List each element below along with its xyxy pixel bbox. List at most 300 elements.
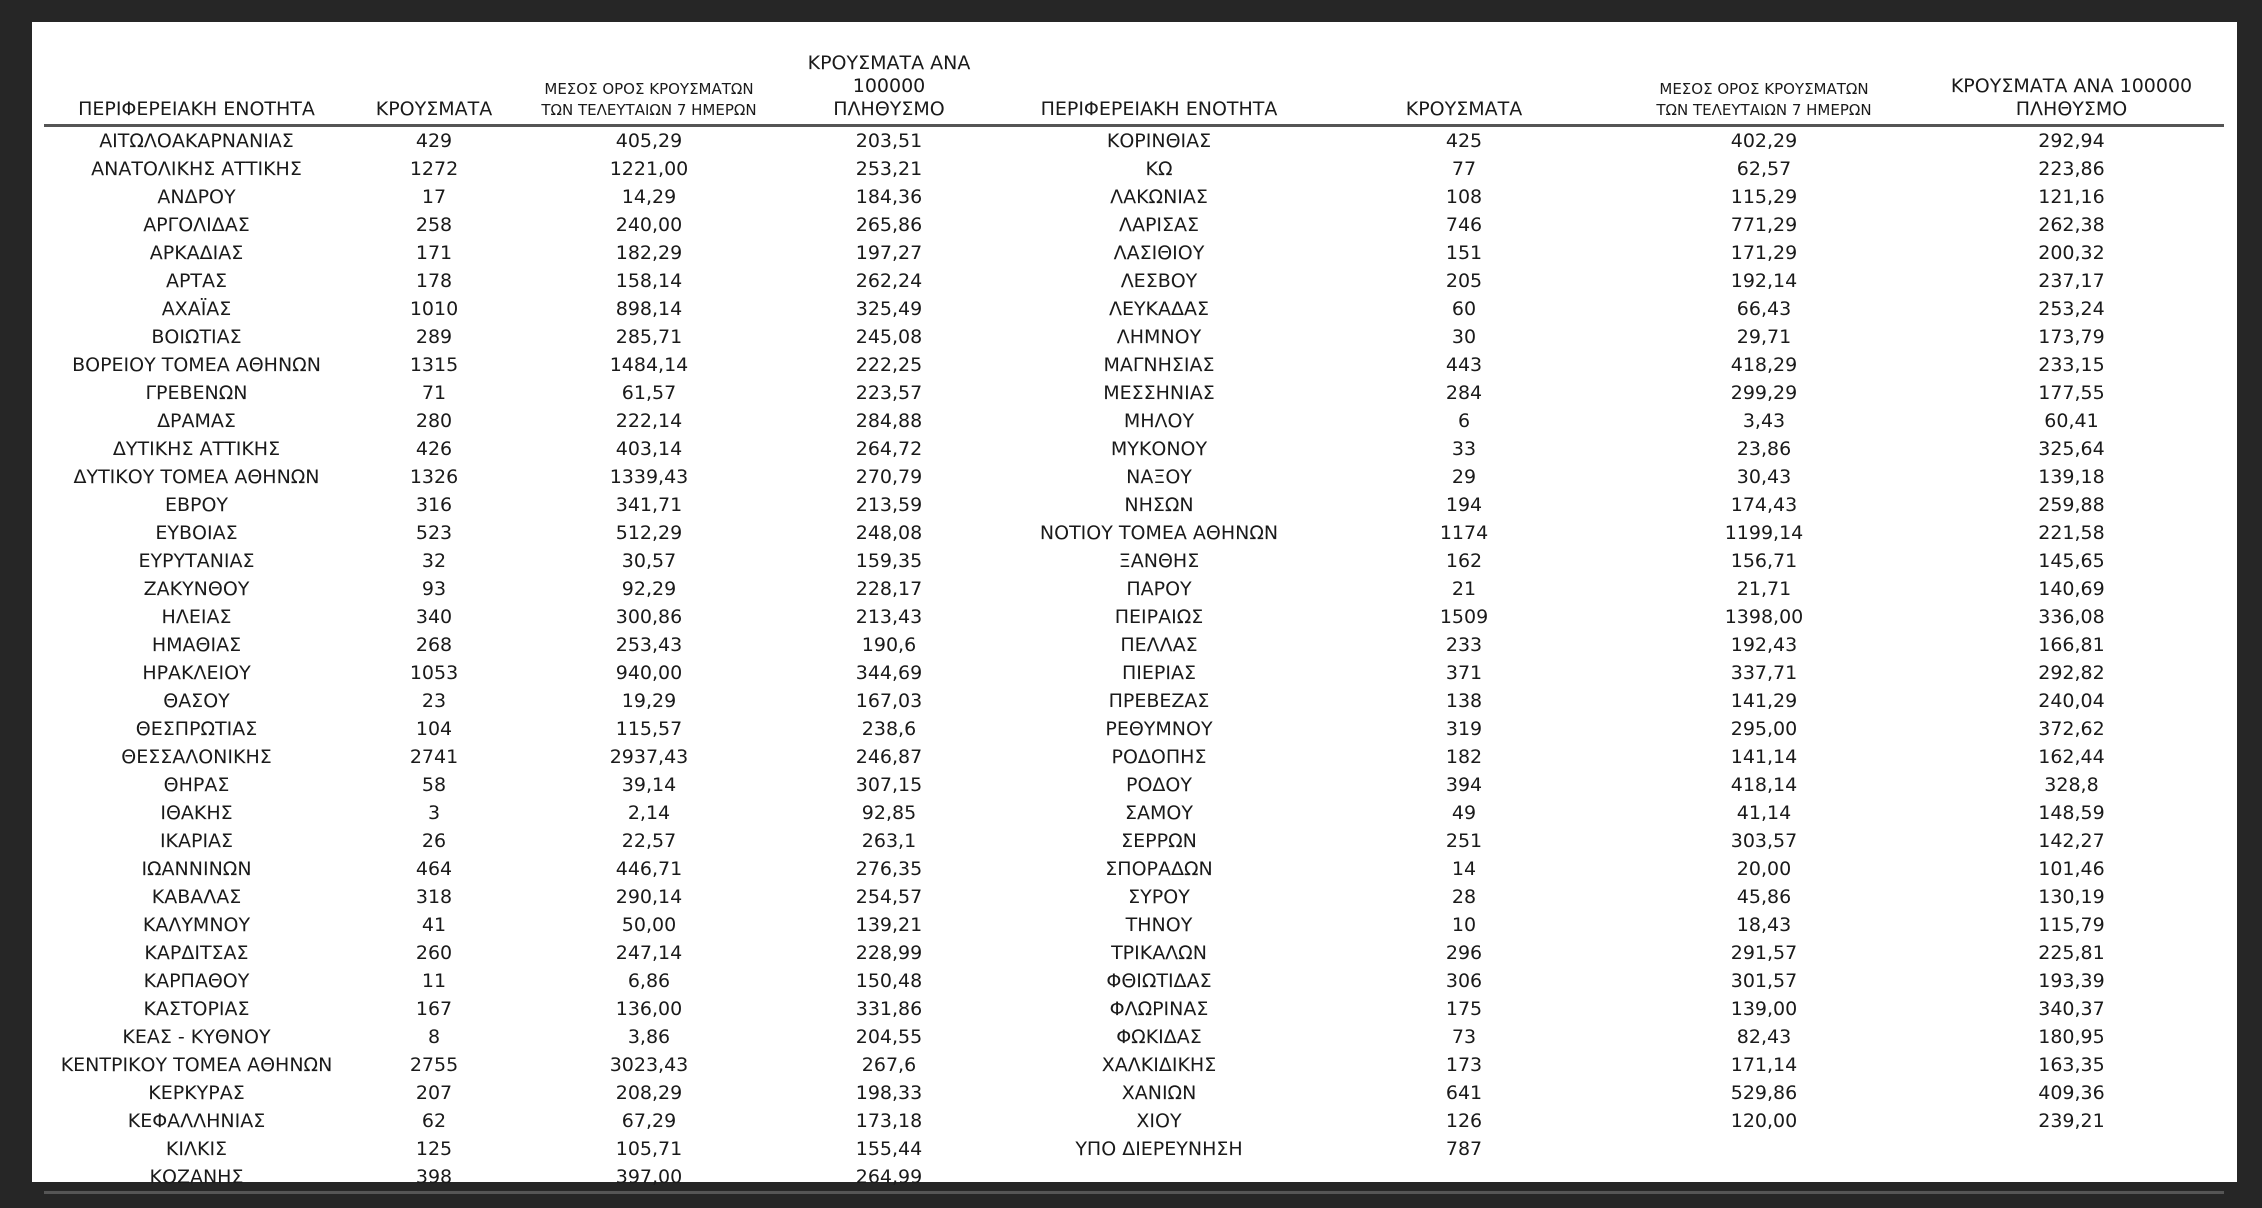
- left-cases-cell: 58: [421, 774, 447, 796]
- right-cases-cell: 138: [1445, 690, 1483, 712]
- right-avg7-cell: 299,29: [1730, 382, 1798, 404]
- left-cases-cell: 1272: [409, 158, 459, 180]
- header-per100k-left: [779, 52, 999, 126]
- right-cases-cell: 30: [1451, 326, 1477, 348]
- left-cases-cell: 26: [421, 830, 447, 852]
- left-region-cell: ΑΙΤΩΛΟΑΚΑΡΝΑΝΙΑΣ: [99, 130, 294, 152]
- left-avg7-cell: 940,00: [615, 662, 683, 684]
- right-avg7-cell: 418,14: [1730, 774, 1798, 796]
- right-per100k-cell: 409,36: [2038, 1082, 2105, 1104]
- left-avg7-cell: 290,14: [615, 886, 683, 908]
- table-row: [44, 435, 2224, 463]
- right-region-cell: ΛΕΥΚΑΔΑΣ: [1108, 298, 1210, 320]
- right-cases-cell: 182: [1445, 746, 1483, 768]
- left-cases-cell: 398: [349, 1163, 519, 1193]
- left-cases-cell: 464: [415, 858, 453, 880]
- right-cases-cell: 33: [1451, 438, 1477, 460]
- left-avg7-cell: 898,14: [615, 298, 683, 320]
- right-cases-cell: 162: [1445, 550, 1483, 572]
- right-per100k-cell: 336,08: [2038, 606, 2105, 628]
- right-per100k-cell: 148,59: [2038, 802, 2105, 824]
- header-row: [44, 52, 2224, 126]
- left-avg7-cell: 105,71: [615, 1138, 683, 1160]
- right-avg7-cell: 20,00: [1736, 858, 1792, 880]
- left-per100k-cell: 203,51: [855, 130, 923, 152]
- left-region-cell: ΓΡΕΒΕΝΩΝ: [145, 382, 248, 404]
- left-region-cell: ΔΥΤΙΚΟΥ ΤΟΜΕΑ ΑΘΗΝΩΝ: [73, 466, 320, 488]
- right-avg7-cell: 301,57: [1730, 970, 1798, 992]
- left-avg7-cell: 182,29: [615, 242, 683, 264]
- right-region-cell: ΥΠΟ ΔΙΕΡΕΥΝΗΣΗ: [1075, 1138, 1243, 1160]
- table-row: [44, 967, 2224, 995]
- left-region-cell: ΘΗΡΑΣ: [163, 774, 230, 796]
- cases-table-container: [44, 52, 2224, 1194]
- left-region-cell: ΑΝΔΡΟΥ: [157, 186, 236, 208]
- left-region-cell: ΗΛΕΙΑΣ: [161, 606, 232, 628]
- right-avg7-cell: 171,29: [1730, 242, 1798, 264]
- left-region-cell: ΕΒΡΟΥ: [164, 494, 229, 516]
- left-per100k-cell: 263,1: [861, 830, 917, 852]
- table-row: [44, 379, 2224, 407]
- left-cases-cell: 289: [415, 326, 453, 348]
- right-avg7-cell: 171,14: [1730, 1054, 1798, 1076]
- left-per100k-cell: 344,69: [855, 662, 923, 684]
- left-avg7-cell: 247,14: [615, 942, 683, 964]
- left-avg7-cell: 3,86: [627, 1026, 671, 1048]
- left-avg7-cell: 3023,43: [609, 1054, 689, 1076]
- right-region-cell: ΣΠΟΡΑΔΩΝ: [1105, 858, 1213, 880]
- table-row: [44, 1079, 2224, 1107]
- right-per100k-cell: 130,19: [2038, 886, 2105, 908]
- table-row: [44, 687, 2224, 715]
- right-cases-cell: 173: [1445, 1054, 1483, 1076]
- right-cases-cell: [1319, 1163, 1609, 1193]
- right-per100k-cell: 193,39: [2038, 970, 2105, 992]
- table-row: [44, 827, 2224, 855]
- right-region-cell: ΧΑΛΚΙΔΙΚΗΣ: [1101, 1054, 1217, 1076]
- left-avg7-cell: 397,00: [519, 1163, 779, 1193]
- right-avg7-cell: 62,57: [1736, 158, 1792, 180]
- right-avg7-cell: 418,29: [1730, 354, 1798, 376]
- right-per100k-cell: 200,32: [2038, 242, 2105, 264]
- right-cases-cell: 296: [1445, 942, 1483, 964]
- table-row: [44, 239, 2224, 267]
- right-per100k-cell: 162,44: [2038, 746, 2105, 768]
- right-per100k-cell: 253,24: [2038, 298, 2105, 320]
- left-cases-cell: 260: [415, 942, 453, 964]
- header-avg7-right: [1609, 52, 1919, 126]
- right-avg7-cell: 3,43: [1742, 410, 1786, 432]
- header-avg7-line2: ΤΩΝ ΤΕΛΕΥΤΑΙΩΝ 7 ΗΜΕΡΩΝ: [541, 101, 757, 119]
- left-cases-cell: 1053: [409, 662, 459, 684]
- left-region-cell: ΗΜΑΘΙΑΣ: [151, 634, 242, 656]
- left-region-cell: ΒΟΡΕΙΟΥ ΤΟΜΕΑ ΑΘΗΝΩΝ: [72, 354, 321, 376]
- left-cases-cell: 171: [415, 242, 453, 264]
- right-cases-cell: 306: [1445, 970, 1483, 992]
- right-cases-cell: 205: [1445, 270, 1483, 292]
- right-cases-cell: 14: [1451, 858, 1477, 880]
- right-region-cell: ΡΟΔΟΥ: [1126, 774, 1192, 796]
- header-per100k-right: [1919, 52, 2224, 126]
- right-per100k-cell: 372,62: [2038, 718, 2105, 740]
- right-cases-cell: 126: [1445, 1110, 1483, 1132]
- right-per100k-cell: 225,81: [2038, 942, 2105, 964]
- right-region-cell: ΚΩ: [1145, 158, 1173, 180]
- right-region-cell: ΞΑΝΘΗΣ: [1118, 550, 1200, 572]
- table-row: [44, 155, 2224, 183]
- left-region-cell: ΚΙΛΚΙΣ: [165, 1138, 228, 1160]
- table-row: [44, 183, 2224, 211]
- left-per100k-cell: 284,88: [855, 410, 923, 432]
- right-per100k-cell: 145,65: [2038, 550, 2105, 572]
- header-per100k-line2: ΠΛΗΘΥΣΜΟ: [833, 98, 945, 120]
- right-region-cell: [999, 1163, 1319, 1193]
- left-cases-cell: 316: [415, 494, 453, 516]
- right-region-cell: ΜΑΓΝΗΣΙΑΣ: [1103, 354, 1215, 376]
- right-avg7-cell: 115,29: [1730, 186, 1798, 208]
- left-region-cell: ΚΑΛΥΜΝΟΥ: [142, 914, 251, 936]
- right-region-cell: ΡΟΔΟΠΗΣ: [1111, 746, 1207, 768]
- left-avg7-cell: 1339,43: [609, 466, 689, 488]
- table-row: [44, 659, 2224, 687]
- left-region-cell: ΔΥΤΙΚΗΣ ΑΤΤΙΚΗΣ: [112, 438, 281, 460]
- right-region-cell: ΧΙΟΥ: [1136, 1110, 1182, 1132]
- left-avg7-cell: 136,00: [615, 998, 683, 1020]
- right-cases-cell: 425: [1445, 130, 1483, 152]
- left-region-cell: ΘΕΣΠΡΩΤΙΑΣ: [135, 718, 258, 740]
- right-per100k-cell: [1919, 1163, 2224, 1193]
- right-avg7-cell: 192,43: [1730, 634, 1798, 656]
- left-cases-cell: 2741: [409, 746, 459, 768]
- left-per100k-cell: 213,43: [855, 606, 923, 628]
- left-per100k-cell: 190,6: [861, 634, 917, 656]
- right-cases-cell: 73: [1451, 1026, 1477, 1048]
- right-region-cell: ΠΕΙΡΑΙΩΣ: [1114, 606, 1204, 628]
- table-row: [44, 1163, 2224, 1193]
- right-avg7-cell: 141,14: [1730, 746, 1798, 768]
- right-region-cell: ΜΥΚΟΝΟΥ: [1110, 438, 1208, 460]
- right-region-cell: ΚΟΡΙΝΘΙΑΣ: [1106, 130, 1212, 152]
- right-per100k-cell: 163,35: [2038, 1054, 2105, 1076]
- left-avg7-cell: 341,71: [615, 494, 683, 516]
- table-row: [44, 463, 2224, 491]
- right-region-cell: ΠΙΕΡΙΑΣ: [1122, 662, 1196, 684]
- left-avg7-cell: 30,57: [621, 550, 677, 572]
- left-region-cell: ΑΡΓΟΛΙΔΑΣ: [143, 214, 250, 236]
- left-per100k-cell: 228,17: [855, 578, 923, 600]
- right-region-cell: ΛΑΚΩΝΙΑΣ: [1110, 186, 1208, 208]
- right-avg7-cell: 174,43: [1730, 494, 1798, 516]
- table-row: [44, 547, 2224, 575]
- left-per100k-cell: 264,99: [779, 1163, 999, 1193]
- left-region-cell: ΒΟΙΩΤΙΑΣ: [151, 326, 242, 348]
- left-avg7-cell: 208,29: [615, 1082, 683, 1104]
- left-region-cell: ΚΕΦΑΛΛΗΝΙΑΣ: [127, 1110, 266, 1132]
- right-per100k-cell: 239,21: [2038, 1110, 2105, 1132]
- right-region-cell: ΛΑΡΙΣΑΣ: [1118, 214, 1200, 236]
- table-row: [44, 1135, 2224, 1163]
- table-row: [44, 1107, 2224, 1135]
- right-avg7-cell: 30,43: [1736, 466, 1792, 488]
- header-per100k-line1: ΚΡΟΥΣΜΑΤΑ ΑΝΑ 100000: [1950, 75, 2193, 97]
- left-avg7-cell: 50,00: [621, 914, 677, 936]
- right-cases-cell: 1174: [1439, 522, 1489, 544]
- left-avg7-cell: 92,29: [621, 578, 677, 600]
- right-cases-cell: 6: [1457, 410, 1471, 432]
- table-body: [44, 126, 2224, 1193]
- left-region-cell: ΑΝΑΤΟΛΙΚΗΣ ΑΤΤΙΚΗΣ: [91, 158, 302, 180]
- right-avg7-cell: 21,71: [1736, 578, 1792, 600]
- right-avg7-cell: 120,00: [1730, 1110, 1798, 1132]
- right-per100k-cell: 140,69: [2038, 578, 2105, 600]
- left-per100k-cell: 159,35: [855, 550, 923, 572]
- right-avg7-cell: 402,29: [1730, 130, 1798, 152]
- left-cases-cell: 41: [421, 914, 447, 936]
- left-region-cell: ΚΕΡΚΥΡΑΣ: [148, 1082, 245, 1104]
- right-region-cell: ΤΡΙΚΑΛΩΝ: [1111, 942, 1207, 964]
- left-region-cell: ΗΡΑΚΛΕΙΟΥ: [142, 662, 251, 684]
- table-row: [44, 295, 2224, 323]
- left-cases-cell: 429: [415, 130, 453, 152]
- right-region-cell: ΝΑΞΟΥ: [1126, 466, 1192, 488]
- right-cases-cell: 175: [1445, 998, 1483, 1020]
- right-per100k-cell: 223,86: [2038, 158, 2105, 180]
- left-avg7-cell: 300,86: [615, 606, 683, 628]
- header-per100k-line1: ΚΡΟΥΣΜΑΤΑ ΑΝΑ 100000: [807, 52, 971, 97]
- left-avg7-cell: 158,14: [615, 270, 683, 292]
- left-region-cell: ΙΚΑΡΙΑΣ: [159, 830, 234, 852]
- right-per100k-cell: 180,95: [2038, 1026, 2105, 1048]
- right-per100k-cell: 325,64: [2038, 438, 2105, 460]
- right-cases-cell: 49: [1451, 802, 1477, 824]
- table-row: [44, 855, 2224, 883]
- left-per100k-cell: 253,21: [855, 158, 923, 180]
- right-avg7-cell: [1609, 1163, 1919, 1193]
- header-per100k-line2: ΠΛΗΘΥΣΜΟ: [2015, 98, 2128, 120]
- table-row: [44, 995, 2224, 1023]
- left-region-cell: ΙΩΑΝΝΙΝΩΝ: [141, 858, 252, 880]
- left-per100k-cell: 254,57: [855, 886, 923, 908]
- table-row: [44, 603, 2224, 631]
- left-avg7-cell: 285,71: [615, 326, 683, 348]
- table-row: [44, 351, 2224, 379]
- left-avg7-cell: 67,29: [621, 1110, 677, 1132]
- left-cases-cell: 280: [415, 410, 453, 432]
- right-region-cell: ΣΕΡΡΩΝ: [1121, 830, 1197, 852]
- left-region-cell: ΑΡΚΑΔΙΑΣ: [149, 242, 244, 264]
- right-cases-cell: 371: [1445, 662, 1483, 684]
- left-per100k-cell: 264,72: [855, 438, 923, 460]
- right-region-cell: ΠΑΡΟΥ: [1126, 578, 1192, 600]
- right-region-cell: ΛΗΜΝΟΥ: [1116, 326, 1202, 348]
- document-page: [32, 22, 2237, 1188]
- right-cases-cell: 151: [1445, 242, 1483, 264]
- right-cases-cell: 319: [1445, 718, 1483, 740]
- right-region-cell: ΜΗΛΟΥ: [1123, 410, 1195, 432]
- left-cases-cell: 11: [421, 970, 447, 992]
- right-cases-cell: 746: [1445, 214, 1483, 236]
- left-cases-cell: 167: [415, 998, 453, 1020]
- right-per100k-cell: 233,15: [2038, 354, 2105, 376]
- left-per100k-cell: 325,49: [855, 298, 923, 320]
- left-per100k-cell: 167,03: [855, 690, 923, 712]
- right-region-cell: ΣΥΡΟΥ: [1128, 886, 1190, 908]
- right-cases-cell: 77: [1451, 158, 1477, 180]
- right-region-cell: ΜΕΣΣΗΝΙΑΣ: [1103, 382, 1215, 404]
- right-per100k-cell: 340,37: [2038, 998, 2105, 1020]
- left-per100k-cell: 262,24: [855, 270, 923, 292]
- right-region-cell: ΧΑΝΙΩΝ: [1121, 1082, 1197, 1104]
- right-per100k-cell: 101,46: [2038, 858, 2105, 880]
- left-per100k-cell: 276,35: [855, 858, 923, 880]
- left-avg7-cell: 2937,43: [609, 746, 689, 768]
- right-cases-cell: 29: [1451, 466, 1477, 488]
- right-cases-cell: 1509: [1439, 606, 1489, 628]
- right-cases-cell: 21: [1451, 578, 1477, 600]
- right-avg7-cell: 18,43: [1736, 914, 1792, 936]
- table-row: [44, 211, 2224, 239]
- right-per100k-cell: 328,8: [2044, 774, 2099, 796]
- right-region-cell: ΦΩΚΙΔΑΣ: [1116, 1026, 1202, 1048]
- left-region-cell: ΑΧΑΪΑΣ: [161, 298, 232, 320]
- left-cases-cell: 125: [415, 1138, 453, 1160]
- right-avg7-cell: 23,86: [1736, 438, 1792, 460]
- left-cases-cell: 8: [427, 1026, 441, 1048]
- left-cases-cell: 62: [421, 1110, 447, 1132]
- left-region-cell: ΘΑΣΟΥ: [163, 690, 230, 712]
- right-avg7-cell: 66,43: [1736, 298, 1792, 320]
- right-avg7-cell: 291,57: [1730, 942, 1798, 964]
- left-region-cell: ΕΥΒΟΙΑΣ: [155, 522, 238, 544]
- left-cases-cell: 1315: [409, 354, 459, 376]
- table-row: [44, 323, 2224, 351]
- header-avg7-line2: ΤΩΝ ΤΕΛΕΥΤΑΙΩΝ 7 ΗΜΕΡΩΝ: [1656, 101, 1872, 119]
- right-region-cell: ΤΗΝΟΥ: [1125, 914, 1193, 936]
- right-avg7-cell: 139,00: [1730, 998, 1798, 1020]
- left-cases-cell: 71: [421, 382, 447, 404]
- right-per100k-cell: 262,38: [2038, 214, 2105, 236]
- table-row: [44, 575, 2224, 603]
- left-avg7-cell: 405,29: [615, 130, 683, 152]
- right-per100k-cell: 240,04: [2038, 690, 2105, 712]
- left-cases-cell: 1010: [409, 298, 459, 320]
- left-region-cell: ΚΟΖΑΝΗΣ: [44, 1163, 349, 1193]
- table-row: [44, 631, 2224, 659]
- right-per100k-cell: 115,79: [2038, 914, 2105, 936]
- right-per100k-cell: 60,41: [2044, 410, 2099, 432]
- right-per100k-cell: 177,55: [2038, 382, 2105, 404]
- left-per100k-cell: 331,86: [855, 998, 923, 1020]
- right-region-cell: ΛΕΣΒΟΥ: [1120, 270, 1198, 292]
- left-avg7-cell: 6,86: [627, 970, 671, 992]
- right-cases-cell: 284: [1445, 382, 1483, 404]
- left-region-cell: ΔΡΑΜΑΣ: [157, 410, 236, 432]
- table-row: [44, 407, 2224, 435]
- table-row: [44, 939, 2224, 967]
- left-cases-cell: 207: [415, 1082, 453, 1104]
- right-cases-cell: 108: [1445, 186, 1483, 208]
- right-avg7-cell: 1398,00: [1724, 606, 1804, 628]
- right-cases-cell: 251: [1445, 830, 1483, 852]
- table-row: [44, 743, 2224, 771]
- left-per100k-cell: 197,27: [855, 242, 923, 264]
- table-row: [44, 1051, 2224, 1079]
- right-cases-cell: 60: [1451, 298, 1477, 320]
- left-avg7-cell: 1484,14: [609, 354, 689, 376]
- left-cases-cell: 318: [415, 886, 453, 908]
- right-avg7-cell: 192,14: [1730, 270, 1798, 292]
- left-cases-cell: 258: [415, 214, 453, 236]
- left-region-cell: ΘΕΣΣΑΛΟΝΙΚΗΣ: [121, 746, 272, 768]
- left-avg7-cell: 115,57: [615, 718, 683, 740]
- left-avg7-cell: 403,14: [615, 438, 683, 460]
- left-per100k-cell: 204,55: [855, 1026, 923, 1048]
- right-avg7-cell: 771,29: [1730, 214, 1798, 236]
- left-region-cell: ΚΕΑΣ - ΚΥΘΝΟΥ: [122, 1026, 271, 1048]
- right-cases-cell: 10: [1451, 914, 1477, 936]
- left-region-cell: ΚΑΒΑΛΑΣ: [151, 886, 242, 908]
- right-per100k-cell: 173,79: [2038, 326, 2105, 348]
- left-cases-cell: 268: [415, 634, 453, 656]
- header-avg7-line1: ΜΕΣΟΣ ΟΡΟΣ ΚΡΟΥΣΜΑΤΩΝ: [544, 80, 754, 98]
- left-cases-cell: 340: [415, 606, 453, 628]
- left-cases-cell: 2755: [409, 1054, 459, 1076]
- right-per100k-cell: 142,27: [2038, 830, 2105, 852]
- right-region-cell: ΦΛΩΡΙΝΑΣ: [1109, 998, 1209, 1020]
- left-per100k-cell: 184,36: [855, 186, 923, 208]
- header-avg7-line1: ΜΕΣΟΣ ΟΡΟΣ ΚΡΟΥΣΜΑΤΩΝ: [1659, 80, 1869, 98]
- left-avg7-cell: 222,14: [615, 410, 683, 432]
- right-region-cell: ΠΕΛΛΑΣ: [1120, 634, 1198, 656]
- left-cases-cell: 32: [421, 550, 447, 572]
- right-region-cell: ΣΑΜΟΥ: [1125, 802, 1193, 824]
- left-cases-cell: 1326: [409, 466, 459, 488]
- table-row: [44, 911, 2224, 939]
- right-region-cell: ΠΡΕΒΕΖΑΣ: [1108, 690, 1210, 712]
- left-cases-cell: 178: [415, 270, 453, 292]
- right-avg7-cell: 1199,14: [1724, 522, 1804, 544]
- left-per100k-cell: 150,48: [855, 970, 923, 992]
- right-per100k-cell: 139,18: [2038, 466, 2105, 488]
- right-region-cell: ΦΘΙΩΤΙΔΑΣ: [1106, 970, 1212, 992]
- right-avg7-cell: 82,43: [1736, 1026, 1792, 1048]
- table-row: [44, 491, 2224, 519]
- right-region-cell: ΡΕΘΥΜΝΟΥ: [1105, 718, 1213, 740]
- right-cases-cell: 233: [1445, 634, 1483, 656]
- left-avg7-cell: 61,57: [621, 382, 677, 404]
- left-avg7-cell: 2,14: [627, 802, 671, 824]
- left-avg7-cell: 19,29: [621, 690, 677, 712]
- right-per100k-cell: 221,58: [2038, 522, 2105, 544]
- left-per100k-cell: 228,99: [855, 942, 923, 964]
- right-cases-cell: 641: [1445, 1082, 1483, 1104]
- left-region-cell: ΚΑΡΔΙΤΣΑΣ: [144, 942, 249, 964]
- table-row: [44, 1023, 2224, 1051]
- table-row: [44, 519, 2224, 547]
- left-per100k-cell: 213,59: [855, 494, 923, 516]
- left-cases-cell: 17: [421, 186, 447, 208]
- right-cases-cell: 787: [1445, 1138, 1483, 1160]
- right-per100k-cell: 292,94: [2038, 130, 2105, 152]
- right-per100k-cell: 166,81: [2038, 634, 2105, 656]
- left-avg7-cell: 446,71: [615, 858, 683, 880]
- left-per100k-cell: 198,33: [855, 1082, 923, 1104]
- table-row: [44, 771, 2224, 799]
- left-per100k-cell: 173,18: [855, 1110, 923, 1132]
- left-per100k-cell: 265,86: [855, 214, 923, 236]
- right-avg7-cell: 29,71: [1736, 326, 1792, 348]
- right-avg7-cell: 41,14: [1736, 802, 1792, 824]
